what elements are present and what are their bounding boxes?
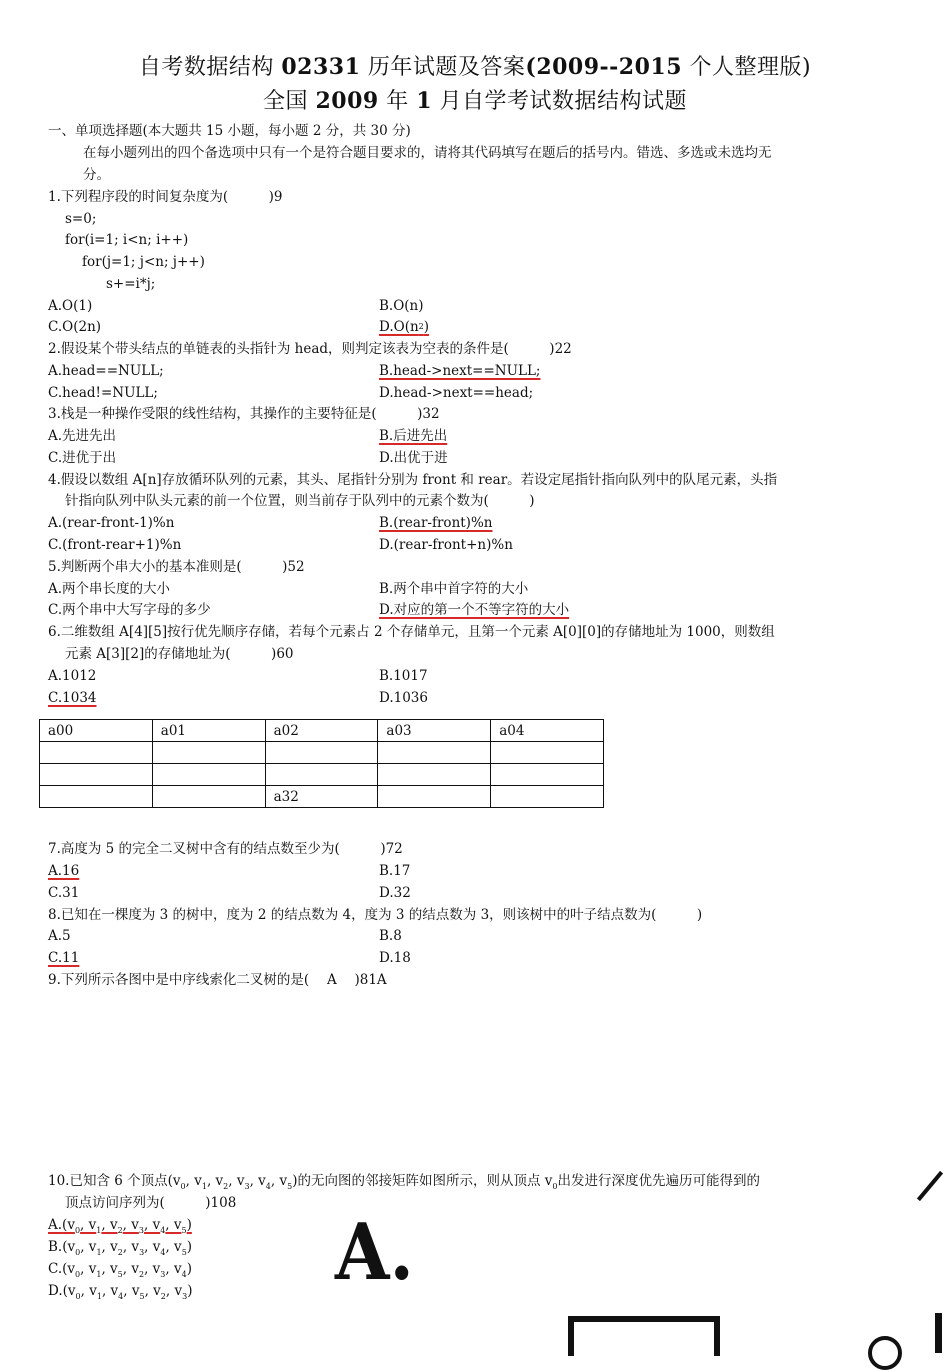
option-b: B.17 [379, 863, 411, 879]
option-a: A.先进先出 [48, 428, 117, 444]
table-cell [491, 742, 604, 764]
option-d: D.1036 [379, 690, 428, 706]
option-c: C.两个串中大写字母的多少 [48, 602, 211, 618]
option-a: A.(rear-front-1)%n [48, 515, 175, 531]
table-cell [40, 742, 153, 764]
option-b-answer: B.head->next==NULL; [379, 363, 541, 379]
table-cell [152, 764, 265, 786]
option-c: C.head!=NULL; [48, 385, 158, 401]
option-a: A.5 [48, 928, 71, 944]
option-a: A.两个串长度的大小 [48, 581, 171, 597]
option-b-answer: B.后进先出 [379, 428, 448, 444]
option-a-answer: $A.(v_0$, $v_1$, $v_2$, $v_3$, $v_4$, $v_5$) [48, 1217, 192, 1235]
figure-stroke-fragment [917, 1171, 943, 1201]
array-table [39, 719, 604, 808]
option-b-answer: B.(rear-front)%n [379, 515, 493, 531]
question-5: 5.判断两个串大小的基本准则是( )52 [48, 559, 305, 575]
question-2: 2.假设某个带头结点的单链表的头指针为 head，则判定该表为空表的条件是( )22 [48, 341, 572, 357]
figure-edge-fragment [935, 1313, 942, 1353]
table-cell [40, 786, 153, 808]
question-9: 9.下列所示各图中是中序线索化二叉树的是( A )81A [48, 972, 387, 988]
table-cell [378, 786, 491, 808]
table-cell [491, 786, 604, 808]
option-b: B.O(n) [379, 298, 424, 314]
table-cell: a03 [378, 720, 491, 742]
option-a: A.O(1) [48, 298, 93, 314]
code-line: for(i=1; i<n; i++) [65, 232, 189, 248]
option-b: $B.(v_0$, $v_1$, $v_2$, $v_3$, $v_4$, $v_5$) [48, 1239, 193, 1257]
option-d: D.18 [379, 950, 411, 966]
option-b: B.8 [379, 928, 402, 944]
option-c: C.31 [48, 885, 80, 901]
question-6-cont: 元素 A[3][2]的存储地址为( )60 [65, 646, 294, 662]
question-6: 6.二维数组 A[4][5]按行优先顺序存储，若每个元素占 2 个存储单元，且第一个元素 A[0][0]的存储地址为 1000，则数组 [48, 624, 775, 640]
question-4-cont: 针指向队列中队头元素的前一个位置，则当前存于队列中的元素个数为( ) [65, 493, 535, 509]
code-line: s=0; [65, 211, 97, 227]
table-cell: a32 [265, 786, 378, 808]
option-d: $D.(v_0$, $v_1$, $v_4$, $v_5$, $v_2$, $v_3$) [48, 1283, 193, 1301]
table-cell [40, 764, 153, 786]
exam-title: 全国 2009 年 1 月自学考试数据结构试题 [262, 88, 688, 114]
table-cell: a04 [491, 720, 604, 742]
option-d: D.(rear-front+n)%n [379, 537, 513, 553]
code-line: s+=i*j; [106, 276, 156, 292]
table-cell: a02 [265, 720, 378, 742]
code-line: for(j=1; j<n; j++) [82, 254, 205, 270]
question-7: 7.高度为 5 的完全二叉树中含有的结点数至少为( )72 [48, 841, 403, 857]
table-row [40, 742, 604, 764]
option-d-answer: $D.O(n^2)$ [379, 319, 430, 335]
figure-fragment [568, 1316, 720, 1356]
option-d: D.32 [379, 885, 411, 901]
option-c: C.进优于出 [48, 450, 117, 466]
table-row [40, 720, 604, 742]
figure-label: A. [335, 1207, 414, 1298]
option-c: C.(front-rear+1)%n [48, 537, 182, 553]
option-b: B.两个串中首字符的大小 [379, 581, 529, 597]
table-cell: a00 [40, 720, 153, 742]
instructions: 在每小题列出的四个备选项中只有一个是符合题目要求的，请将其代码填写在题后的括号内。错选、多选或未选均无 [83, 145, 772, 161]
table-cell [152, 742, 265, 764]
option-d: D.出优于进 [379, 450, 448, 466]
table-cell: a01 [152, 720, 265, 742]
option-d-answer: D.对应的第一个不等字符的大小 [379, 602, 570, 618]
option-b: B.1017 [379, 668, 428, 684]
option-a: A.head==NULL; [48, 363, 164, 379]
table-row [40, 764, 604, 786]
question-4: 4.假设以数组 A[n]存放循环队列的元素，其头、尾指针分别为 front 和 rear。若设定尾指针指向队列中的队尾元素，头指 [48, 472, 778, 488]
option-c: C.O(2n) [48, 319, 102, 335]
document-title: 自考数据结构 02331 历年试题及答案(2009--2015 个人整理版) [138, 54, 812, 80]
question-1: 1.下列程序段的时间复杂度为( )9 [48, 189, 283, 205]
question-10: 10.已知含 6 个顶点($v_0$, $v_1$, $v_2$, $v_3$, $v_4$, $v_5$)的无向图的邻接矩阵如图所示，则从顶点 $v_0$出发进行深度优先遍历可能得到的 [48, 1173, 760, 1191]
table-cell [265, 764, 378, 786]
table-cell [265, 742, 378, 764]
section-heading: 一、单项选择题(本大题共 15 小题，每小题 2 分，共 30 分) [48, 123, 411, 139]
table-cell [152, 786, 265, 808]
question-10-cont: 顶点访问序列为( )108 [65, 1195, 237, 1211]
option-c: $C.(v_0$, $v_1$, $v_5$, $v_2$, $v_3$, $v_4$) [48, 1261, 192, 1279]
option-d: D.head->next==head; [379, 385, 534, 401]
question-8: 8.已知在一棵度为 3 的树中，度为 2 的结点数为 4，度为 3 的结点数为 3，则该树中的叶子结点数为( ) [48, 907, 703, 923]
table-cell [491, 764, 604, 786]
table-row [40, 786, 604, 808]
figure-node-fragment [868, 1336, 902, 1370]
option-c-answer: C.11 [48, 950, 80, 966]
question-3: 3.栈是一种操作受限的线性结构，其操作的主要特征是( )32 [48, 406, 440, 422]
table-cell [378, 764, 491, 786]
option-c-answer: C.1034 [48, 690, 97, 706]
option-a: A.1012 [48, 668, 97, 684]
instructions-cont: 分。 [83, 167, 110, 183]
table-cell [378, 742, 491, 764]
option-a-answer: A.16 [48, 863, 80, 879]
